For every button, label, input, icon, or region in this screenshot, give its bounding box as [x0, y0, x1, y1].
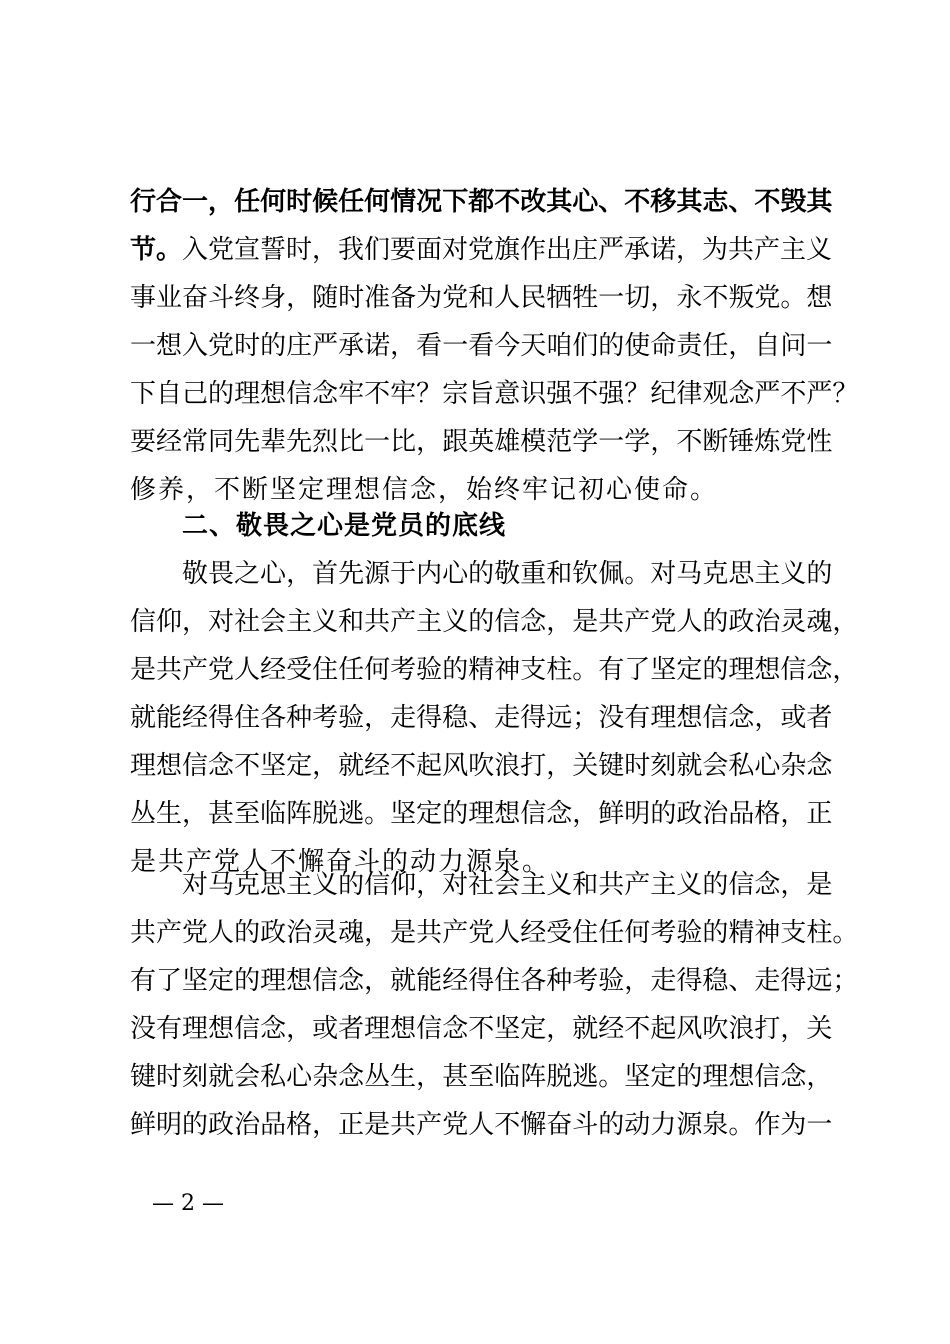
paragraph-2	[130, 550, 859, 886]
paragraph-1-line-1: 行 合 一 ， 任 何 时 候 任 何 情 况 下 都 不 改 其 心 、 不 移 其 志 、 不 毁 其	[130, 187, 833, 217]
paragraph-3-line-4: 没 有 理 想 信 念 ， 或 者 理 想 信 念 不 坚 定 ， 就 经 不 起 风 吹 浪 打 ， 关	[130, 1014, 833, 1044]
paragraph-2-line-6: 丛 生 ， 甚 至 临 阵 脱 逃 。 坚 定 的 理 想 信 念 ， 鲜 明 的 政 治 品 格 ， 正	[130, 799, 833, 829]
paragraph-2-line-1: 敬 畏 之 心 ， 首 先 源 于 内 心 的 敬 重 和 钦 佩 。 对 马 克 思 主 义 的	[182, 559, 833, 589]
paragraph-1-line-3: 事 业 奋 斗 终 身 ， 随 时 准 备 为 党 和 人 民 牺 牲 一 切 ， 永 不 叛 党 。 想	[130, 283, 833, 313]
paragraph-3-line-6: 鲜 明 的 政 治 品 格 ， 正 是 共 产 党 人 不 懈 奋 斗 的 动 力 源 泉 。 作 为 一	[130, 1110, 833, 1140]
paragraph-1-line-2-rest: 入党宣誓时，我们要面对党旗作出庄严承诺，为共产主义	[182, 235, 833, 265]
paragraph-3-line-3: 有 了 坚 定 的 理 想 信 念 ， 就 能 经 得 住 各 种 考 验 ， 走 得 稳 、 走 得 远 ；	[130, 966, 859, 996]
paragraph-1	[130, 178, 859, 514]
section-heading-block	[130, 502, 830, 550]
paragraph-2-line-7: 是共产党人不懈奋斗的动力源泉。	[130, 847, 551, 877]
paragraph-3-line-2: 共 产 党 人 的 政 治 灵 魂 ， 是 共 产 党 人 经 受 住 任 何 考 验 的 精 神 支 柱 。	[130, 918, 859, 948]
paragraph-2-line-4: 就 能 经 得 住 各 种 考 验 ， 走 得 稳 、 走 得 远 ； 没 有 理 想 信 念 ， 或 者	[130, 703, 833, 733]
paragraph-2-line-2: 信 仰 ， 对 社 会 主 义 和 共 产 主 义 的 信 念 ， 是 共 产 党 人 的 政 治 灵 魂 ，	[130, 607, 859, 637]
paragraph-1-line-6: 要 经 常 同 先 辈 先 烈 比 一 比 ， 跟 英 雄 模 范 学 一 学 ， 不 断 锤 炼 党 性	[130, 427, 833, 457]
paragraph-1-line-5: 下 自 己 的 理 想 信 念 牢 不 牢 ？ 宗 旨 意 识 强 不 强 ？ 纪 律 观 念 严 不 严 ？	[130, 379, 859, 409]
section-heading: 二、敬畏之心是党员的底线	[182, 511, 507, 541]
paragraph-1-line-7: 修养，不断坚定理想信念，始终牢记初心使命。	[130, 475, 719, 505]
paragraph-3	[130, 861, 859, 1149]
paragraph-2-line-5: 理 想 信 念 不 坚 定 ， 就 经 不 起 风 吹 浪 打 ， 关 键 时 刻 就 会 私 心 杂 念	[130, 751, 833, 781]
page-number: — 2 —	[152, 1191, 224, 1216]
paragraph-2-line-3: 是 共 产 党 人 经 受 住 任 何 考 验 的 精 神 支 柱 。 有 了 坚 定 的 理 想 信 念 ，	[130, 655, 859, 685]
paragraph-1-line-2-bold: 节。	[130, 235, 183, 265]
paragraph-1-line-4: 一 想 入 党 时 的 庄 严 承 诺 ， 看 一 看 今 天 咱 们 的 使 命 责 任 ， 自 问 一	[130, 331, 833, 361]
paragraph-1-line-2	[130, 226, 833, 274]
paragraph-3-line-5: 键 时 刻 就 会 私 心 杂 念 丛 生 ， 甚 至 临 阵 脱 逃 。 坚 定 的 理 想 信 念 ，	[130, 1062, 833, 1092]
paragraph-3-line-1: 对 马 克 思 主 义 的 信 仰 ， 对 社 会 主 义 和 共 产 主 义 的 信 念 ， 是	[182, 870, 833, 900]
